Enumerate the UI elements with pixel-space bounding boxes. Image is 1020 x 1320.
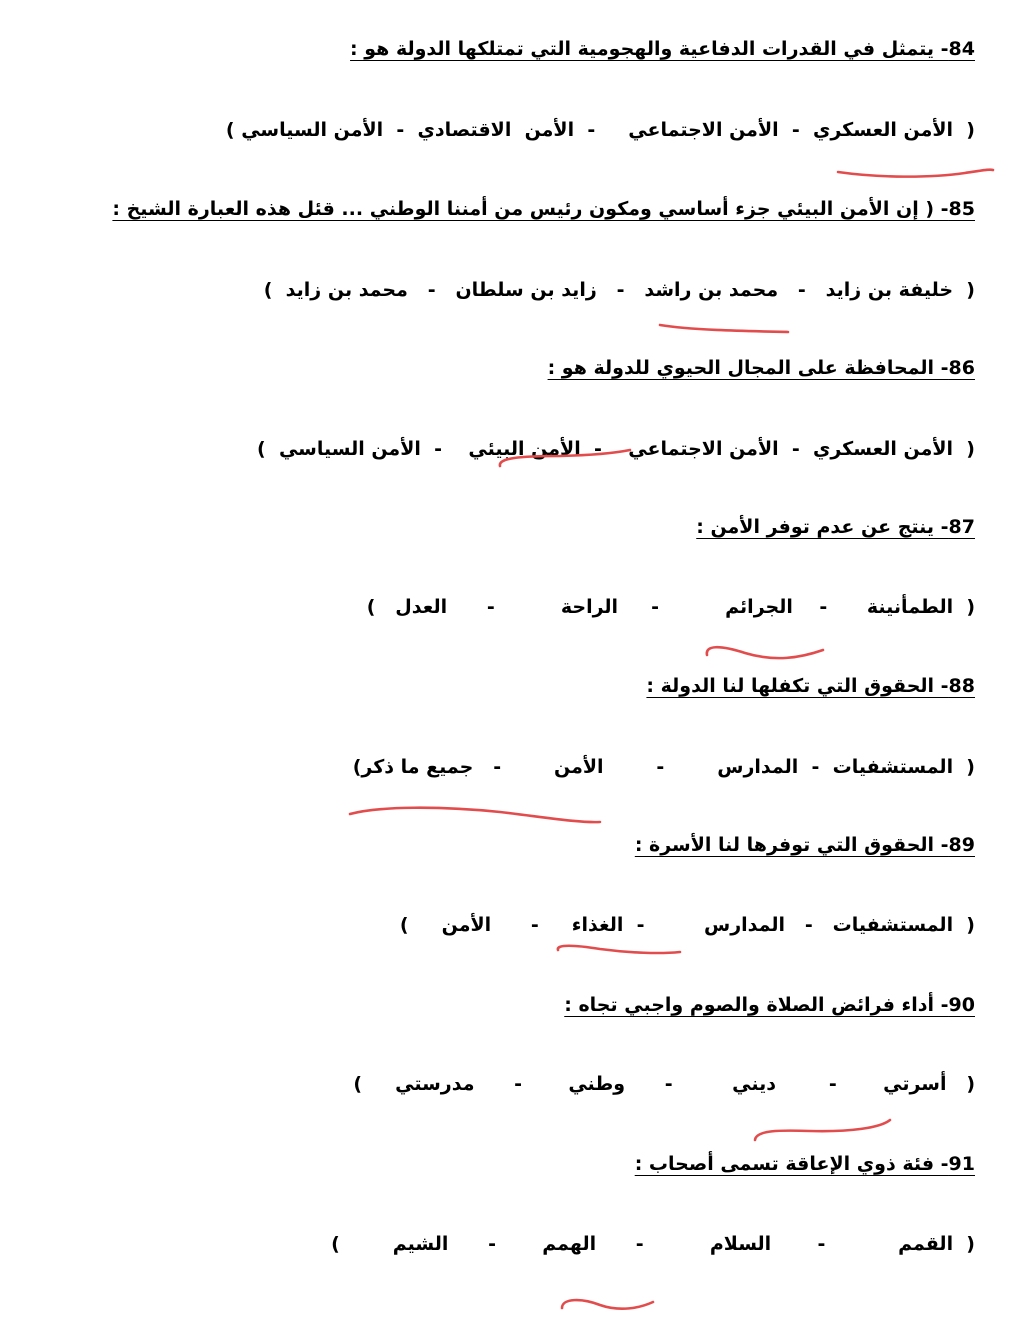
question-85: 85- ( إن الأمن البيئي جزء أساسي ومكون رئيس من أمننا الوطني ... قئل هذه العبارة الشيخ :: [112, 198, 975, 220]
answer-mark-84: [838, 170, 993, 177]
answer-mark-87: [707, 647, 823, 658]
question-90: 90- أداء فرائض الصلاة والصوم واجبي تجاه :: [564, 994, 975, 1016]
options-87: ( الطمأنينة - الجرائم - الراحة - العدل ): [366, 596, 975, 618]
answer-mark-85: [660, 325, 788, 332]
options-90: ( أسرتي - ديني - وطني - مدرستي ): [353, 1073, 975, 1095]
answer-mark-91: [562, 1300, 653, 1309]
answer-mark-90: [755, 1120, 890, 1140]
options-88: ( المستشفيات - المدارس - الأمن - جميع ما ذكر): [352, 756, 975, 778]
options-89: ( المستشفيات - المدارس - الغذاء - الأمن ): [399, 914, 975, 936]
question-91: 91- فئة ذوي الإعاقة تسمى أصحاب :: [634, 1153, 975, 1175]
answer-mark-88: [350, 808, 600, 822]
options-91: ( القمم - السلام - الهمم - الشيم ): [331, 1233, 975, 1255]
question-84: 84- يتمثل في القدرات الدفاعية والهجومية التي تمتلكها الدولة هو :: [350, 38, 975, 60]
answer-mark-89: [558, 946, 680, 953]
options-86: ( الأمن العسكري - الأمن الاجتماعي - الأمن البيئي - الأمن السياسي ): [257, 438, 975, 460]
question-86: 86- المحافظة على المجال الحيوي للدولة هو :: [547, 357, 975, 379]
options-84: ( الأمن العسكري - الأمن الاجتماعي - الأمن الاقتصادي - الأمن السياسي ): [225, 119, 975, 141]
question-87: 87- ينتج عن عدم توفر الأمن :: [696, 516, 975, 538]
question-88: 88- الحقوق التي تكفلها لنا الدولة :: [646, 675, 975, 697]
question-89: 89- الحقوق التي توفرها لنا الأسرة :: [634, 834, 975, 856]
options-85: ( خليفة بن زايد - محمد بن راشد - زايد بن سلطان - محمد بن زايد ): [263, 279, 975, 301]
